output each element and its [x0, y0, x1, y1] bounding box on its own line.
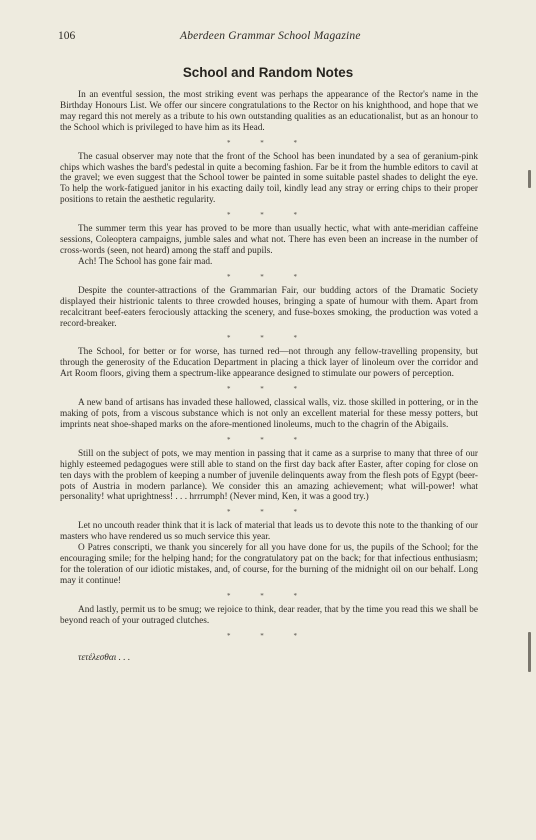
paragraph: In an eventful session, the most striking event was perhaps the appearance of the Rector's name in the Birthday Honours List. We offer our sincere congratulations to the Rector on his knighthood, and hope that we may regard this not merely as a tribute to his own outstanding qualities as an educationalist, but as an honour to the School which is privileged to have him as its Head.	[60, 90, 478, 133]
section-separator: * * *	[227, 435, 311, 444]
section-separator: * * *	[227, 591, 311, 600]
section-separator: * * *	[227, 631, 311, 640]
page-header	[58, 30, 478, 46]
article-title: School and Random Notes	[182, 65, 354, 80]
section-separator: * * *	[227, 508, 311, 517]
paragraph: Let no uncouth reader think that it is lack of material that leads us to devote this note to the thanking of our masters who have rendered us so much service this year.	[60, 521, 478, 543]
page-edge-mark	[528, 170, 531, 188]
section-separator: * * *	[227, 138, 311, 147]
section-separator: * * *	[227, 211, 311, 220]
paragraph: The summer term this year has proved to be more than usually hectic, what with ante-meridian caffeine sessions, Coleoptera campaigns, jumble sales and what not. There has even been an increase in the number of cross-words (seen, not heard) among the staff and pupils.	[60, 224, 478, 256]
paragraph: Despite the counter-attractions of the Grammarian Fair, our budding actors of the Dramatic Society displayed their histrionic talents to three crowded houses, bringing a spate of humour with them. Apart from recalcitrant beef-eaters ferociously attacking the scenery, and fuse-boxes smoking, the production was voted a record-breaker.	[60, 285, 478, 329]
paragraph: O Patres conscripti, we thank you sincerely for all you have done for us, the pupils of the School; for the encouraging smile; for the helping hand; for the congratulatory pat on the back; for that infectious enthusiasm; for the toleration of our idiotic mistakes, and, of course, for the burning of the midnight oil on our behalf. Long may it continue!	[60, 543, 478, 586]
paragraph: Still on the subject of pots, we may mention in passing that it came as a surprise to many that three of our highly esteemed pedagogues were still able to stand on the first day back after Easter, after coping for close on ten days with the problem of keeping a number of juvenile delinquents away from the flesh pots of Egypt (beer-pots of Austria in modern parlance). We consider this an amazing achievement; what will-power! what personality! what uprightness! . . . hrrrumph! (Never mind, Ken, it was a good try.)	[60, 448, 478, 503]
paragraph: The casual observer may note that the front of the School has been inundated by a sea of geranium-pink chips which washes the bard's pedestal in quite a becoming fashion. Far be it from the humble editors to cavil at the gravel; we even suggest that the School tower be painted in some suitable pastel shades to delight the eye. To help the work-fatigued janitor in his exacting daily toil, kindly lead any stray or erring chips to their proper positions to retain the aesthetic regularity.	[60, 151, 478, 206]
running-title: Aberdeen Grammar School Magazine	[180, 30, 361, 42]
article-body	[60, 90, 478, 664]
sign-off: τετέλεσθαι . . .	[78, 652, 131, 663]
section-separator: * * *	[227, 385, 311, 394]
paragraph: And lastly, permit us to be smug; we rejoice to think, dear reader, that by the time you read this we shall be beyond reach of your outraged clutches.	[60, 604, 478, 626]
section-separator: * * *	[227, 272, 311, 281]
page-number: 106	[58, 30, 76, 42]
section-separator: * * *	[227, 334, 311, 343]
paragraph: Ach! The School has gone fair mad.	[78, 256, 213, 267]
paragraph: The School, for better or for worse, has turned red—not through any fellow-travelling propensity, but through the generosity of the Education Department in placing a thick layer of linoleum over the corridor and Art Room floors, giving them a spectrum-like appearance designed to stimulate our powers of perception.	[60, 347, 478, 380]
paragraph: A new band of artisans has invaded these hallowed, classical walls, viz. those skilled in pottering, or in the making of pots, from a viscous substance which is not only an excellent material for these messy potters, but imprints neat shoe-shaped marks on the afore-mentioned linoleums, much to the chagrin of the Abigails.	[60, 398, 478, 430]
page-edge-mark	[528, 632, 531, 672]
